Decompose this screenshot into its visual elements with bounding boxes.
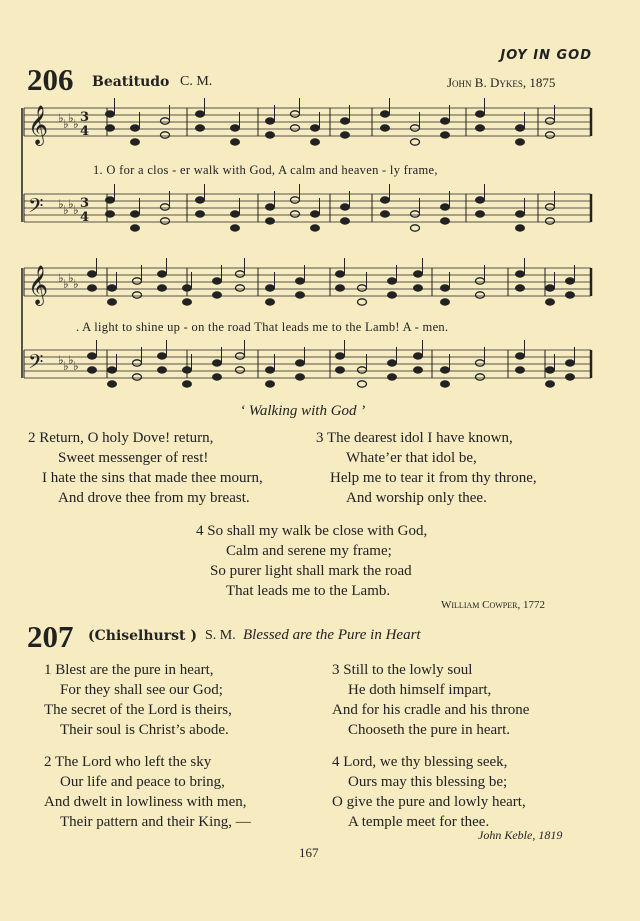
verse-line: And worship only thee. [346,490,487,506]
lyrics-line-2: . A light to shine up - on the road That leads me to the Lamb! A - men. [76,320,449,334]
hymn-title: Blessed are the Pure in Heart [243,627,421,643]
verse-line: He doth himself impart, [348,682,492,698]
composer: John B. Dykes, 1875 [447,75,556,90]
verse-3 [316,428,537,508]
verse-line: Help me to tear it from thy throne, [330,470,537,486]
svg-text:♭: ♭ [58,197,64,211]
verse-line: 4 So shall my walk be close with God, [196,523,428,539]
hymn-caption: ‘ Walking with God ’ [240,403,366,419]
music-score [0,0,640,400]
svg-text:𝄢: 𝄢 [28,194,44,222]
tune-name: (Chiselhurst ) [88,628,197,644]
verse-line: 2 The Lord who left the sky [44,754,212,770]
svg-text:♭: ♭ [68,353,74,367]
svg-text:♭: ♭ [73,117,79,131]
svg-text:3: 3 [80,196,90,211]
svg-text:♭: ♭ [73,277,79,291]
svg-text:♭: ♭ [63,203,69,217]
meter: S. M. [205,628,236,643]
hymn-number: 207 [27,619,74,654]
verse-line: And dwelt in lowliness with men, [44,794,247,810]
verse-line: O give the pure and lowly heart, [332,794,526,810]
verse-line: And for his cradle and his throne [332,702,530,718]
verse-3 [332,660,529,740]
svg-text:♭: ♭ [68,197,74,211]
svg-text:♭: ♭ [58,353,64,367]
verse-line: Calm and serene my frame; [226,543,392,559]
verse-2 [28,428,263,508]
svg-text:♭: ♭ [68,271,74,285]
verse-line: 1 Blest are the pure in heart, [44,662,214,678]
lyrics-line-1: 1. O for a clos - er walk with God, A calm and heaven - ly frame, [93,163,438,177]
tune-name: Beatitudo [92,74,170,90]
verse-line: 3 Still to the lowly soul [332,662,473,678]
svg-text:♭: ♭ [58,271,64,285]
verse-1 [44,660,232,740]
svg-text:4: 4 [80,124,90,139]
verse-line: I hate the sins that made thee mourn, [42,470,263,486]
verse-line: And drove thee from my breast. [58,490,250,506]
verse-line: Chooseth the pure in heart. [348,722,511,738]
svg-text:♭: ♭ [63,117,69,131]
svg-text:4: 4 [80,210,90,225]
verse-line: 3 The dearest idol I have known, [316,430,513,446]
hymn-author: John Keble, 1819 [478,828,563,842]
svg-text:♭: ♭ [73,359,79,373]
verse-line: Their soul is Christ’s abode. [60,722,229,738]
verse-line: The secret of the Lord is theirs, [44,702,232,718]
hymn-author: William Cowper, 1772 [441,599,545,611]
meter: C. M. [180,74,213,89]
svg-text:𝄢: 𝄢 [28,350,44,378]
verse-line: Their pattern and their King, — [60,814,251,830]
verse-2 [44,752,251,832]
svg-text:3: 3 [80,110,90,125]
verse-line: Our life and peace to bring, [60,774,225,790]
svg-text:♭: ♭ [63,359,69,373]
verse-line: That leads me to the Lamb. [226,583,391,599]
verse-line: Sweet messenger of rest! [58,450,209,466]
svg-text:𝄞: 𝄞 [28,105,49,145]
svg-text:♭: ♭ [58,111,64,125]
svg-text:♭: ♭ [63,277,69,291]
verse-4 [196,521,427,601]
section-header: JOY IN GOD [500,48,592,63]
verse-line: 4 Lord, we thy blessing seek, [332,754,508,770]
verse-line: Ours may this blessing be; [348,774,508,790]
verse-line: 2 Return, O holy Dove! return, [28,430,214,446]
verse-line: A temple meet for thee. [348,814,490,830]
verse-line: So purer light shall mark the road [210,563,412,579]
svg-text:♭: ♭ [73,203,79,217]
hymn-number: 206 [27,62,74,97]
verse-4 [332,752,526,832]
verse-line: For they shall see our God; [60,682,223,698]
svg-text:♭: ♭ [68,111,74,125]
svg-text:𝄞: 𝄞 [28,265,49,305]
page-number: 167 [299,845,319,860]
verse-line: Whate’er that idol be, [346,450,477,466]
